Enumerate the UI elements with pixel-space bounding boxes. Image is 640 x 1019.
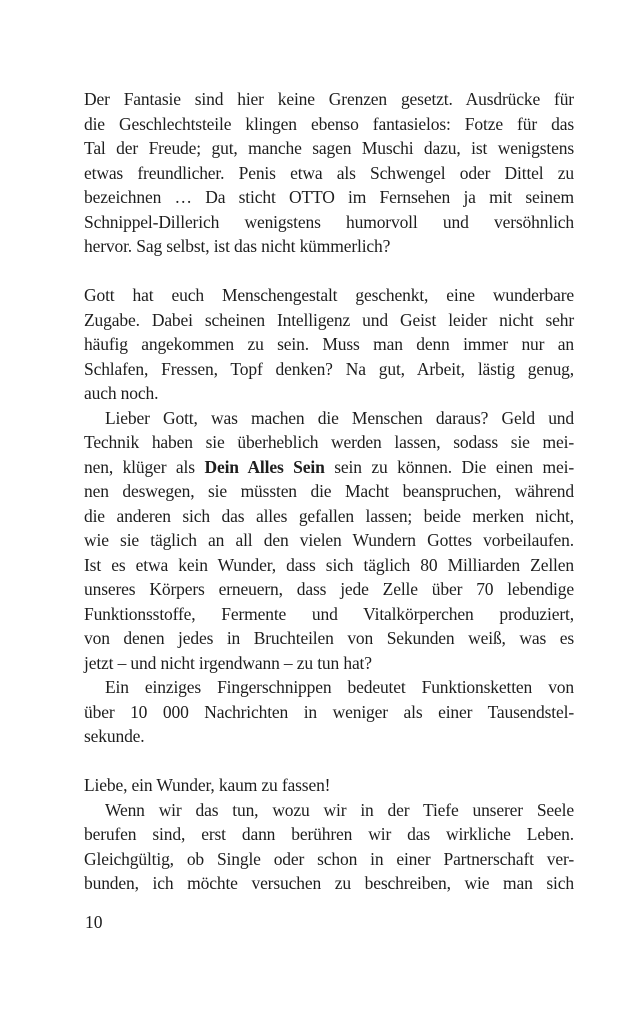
text-line: [84, 112, 574, 137]
text-line: [84, 553, 574, 578]
text-run: hervor. Sag selbst, ist das nicht kümmerlich?: [84, 236, 391, 256]
page-number: 10: [85, 912, 103, 932]
text-line: [84, 479, 574, 504]
text-run: auch noch.: [84, 383, 159, 403]
text-run: bezeichnen … Da sticht OTTO im Fernsehen ja mit seinem: [84, 187, 574, 207]
text-run: jetzt – und nicht irgendwann – zu tun hat?: [84, 652, 372, 673]
text-line: [84, 871, 574, 896]
text-run: Ist es etwa kein Wunder, dass sich täglich 80 Milliarden Zellen: [84, 554, 574, 575]
text-line: [84, 675, 574, 700]
text-line: [84, 528, 574, 553]
text-run: über 10 000 Nachrichten in weniger als einer Tausendstel-: [84, 701, 574, 722]
text-line: [84, 136, 574, 161]
paragraph: [84, 675, 574, 749]
text-run: wie sie täglich an all den vielen Wundern Gottes vorbeilaufen.: [84, 530, 574, 550]
paragraph: [84, 406, 574, 676]
text-line: [84, 455, 574, 480]
text-line: [84, 602, 574, 627]
text-line: [84, 724, 574, 749]
text-line: [84, 406, 574, 431]
text-run: Gott hat euch Menschengestalt geschenkt, eine wunderbare: [84, 285, 574, 305]
text-line: [84, 847, 574, 872]
text-run: Funktionsstoffe, Fermente und Vitalkörperchen produziert,: [84, 603, 574, 624]
text-line: [84, 577, 574, 602]
paragraph: [84, 798, 574, 896]
text-line: [84, 283, 574, 308]
text-run: Ein einziges Fingerschnippen bedeutet Funktionsketten von: [105, 677, 574, 697]
text-run: Wenn wir das tun, wozu wir in der Tiefe unserer Seele: [105, 799, 574, 820]
text-line: [84, 773, 574, 798]
text-line: [84, 822, 574, 847]
text-run: die Geschlechtsteile klingen ebenso fantasielos: Fotze für das: [84, 113, 574, 134]
text-run: unseres Körpers erneuern, dass jede Zelle über 70 lebendige: [84, 579, 574, 599]
text-run: Lieber Gott, was machen die Menschen daraus? Geld und: [105, 407, 574, 428]
text-run: bunden, ich möchte versuchen zu beschreiben, wie man sich: [84, 873, 574, 893]
text-run: nen, klüger als: [84, 456, 205, 477]
paragraph: [84, 283, 574, 406]
bold-emphasis: Dein Alles Sein: [204, 456, 325, 477]
paragraph: [84, 87, 574, 259]
text-line: [84, 332, 574, 357]
text-line: [84, 381, 574, 406]
text-run: Technik haben sie überheblich werden lassen, sodass sie mei-: [84, 432, 574, 452]
text-run: die anderen sich das alles gefallen lassen; beide merken nicht,: [84, 505, 574, 526]
text-line: [84, 700, 574, 725]
text-line: [84, 308, 574, 333]
text-line: [84, 504, 574, 529]
paragraph: [84, 773, 574, 798]
text-line: [84, 87, 574, 112]
text-run: Schlafen, Fressen, Topf denken? Na gut, Arbeit, lästig genug,: [84, 358, 574, 379]
text-line: [84, 234, 574, 259]
text-line: [84, 798, 574, 823]
text-run: Schnippel-Dillerich wenigstens humorvoll und versöhnlich: [84, 211, 574, 232]
text-run: von denen jedes in Bruchteilen von Sekunden weiß, was es: [84, 628, 574, 648]
text-run: nen deswegen, sie müssten die Macht beanspruchen, während: [84, 481, 574, 501]
text-block: [84, 87, 574, 896]
text-run: Liebe, ein Wunder, kaum zu fassen!: [84, 775, 331, 795]
text-line: [84, 430, 574, 455]
text-run: etwas freundlicher. Penis etwa als Schwengel oder Dittel zu: [84, 162, 574, 183]
text-run: Gleichgültig, ob Single oder schon in einer Partnerschaft ver-: [84, 848, 574, 869]
text-line: [84, 357, 574, 382]
text-run: Der Fantasie sind hier keine Grenzen gesetzt. Ausdrücke für: [84, 89, 574, 109]
text-line: [84, 210, 574, 235]
text-run: häufig angekommen zu sein. Muss man denn immer nur an: [84, 334, 574, 354]
text-line: [84, 161, 574, 186]
text-run: Zugabe. Dabei scheinen Intelligenz und Geist leider nicht sehr: [84, 309, 574, 330]
text-line: [84, 626, 574, 651]
text-run: sein zu können. Die einen mei-: [324, 456, 574, 477]
text-line: [84, 651, 574, 676]
text-run: sekunde.: [84, 726, 145, 746]
text-run: berufen sind, erst dann berühren wir das wirkliche Leben.: [84, 824, 574, 844]
text-run: Tal der Freude; gut, manche sagen Muschi dazu, ist wenigstens: [84, 138, 574, 158]
text-line: [84, 185, 574, 210]
